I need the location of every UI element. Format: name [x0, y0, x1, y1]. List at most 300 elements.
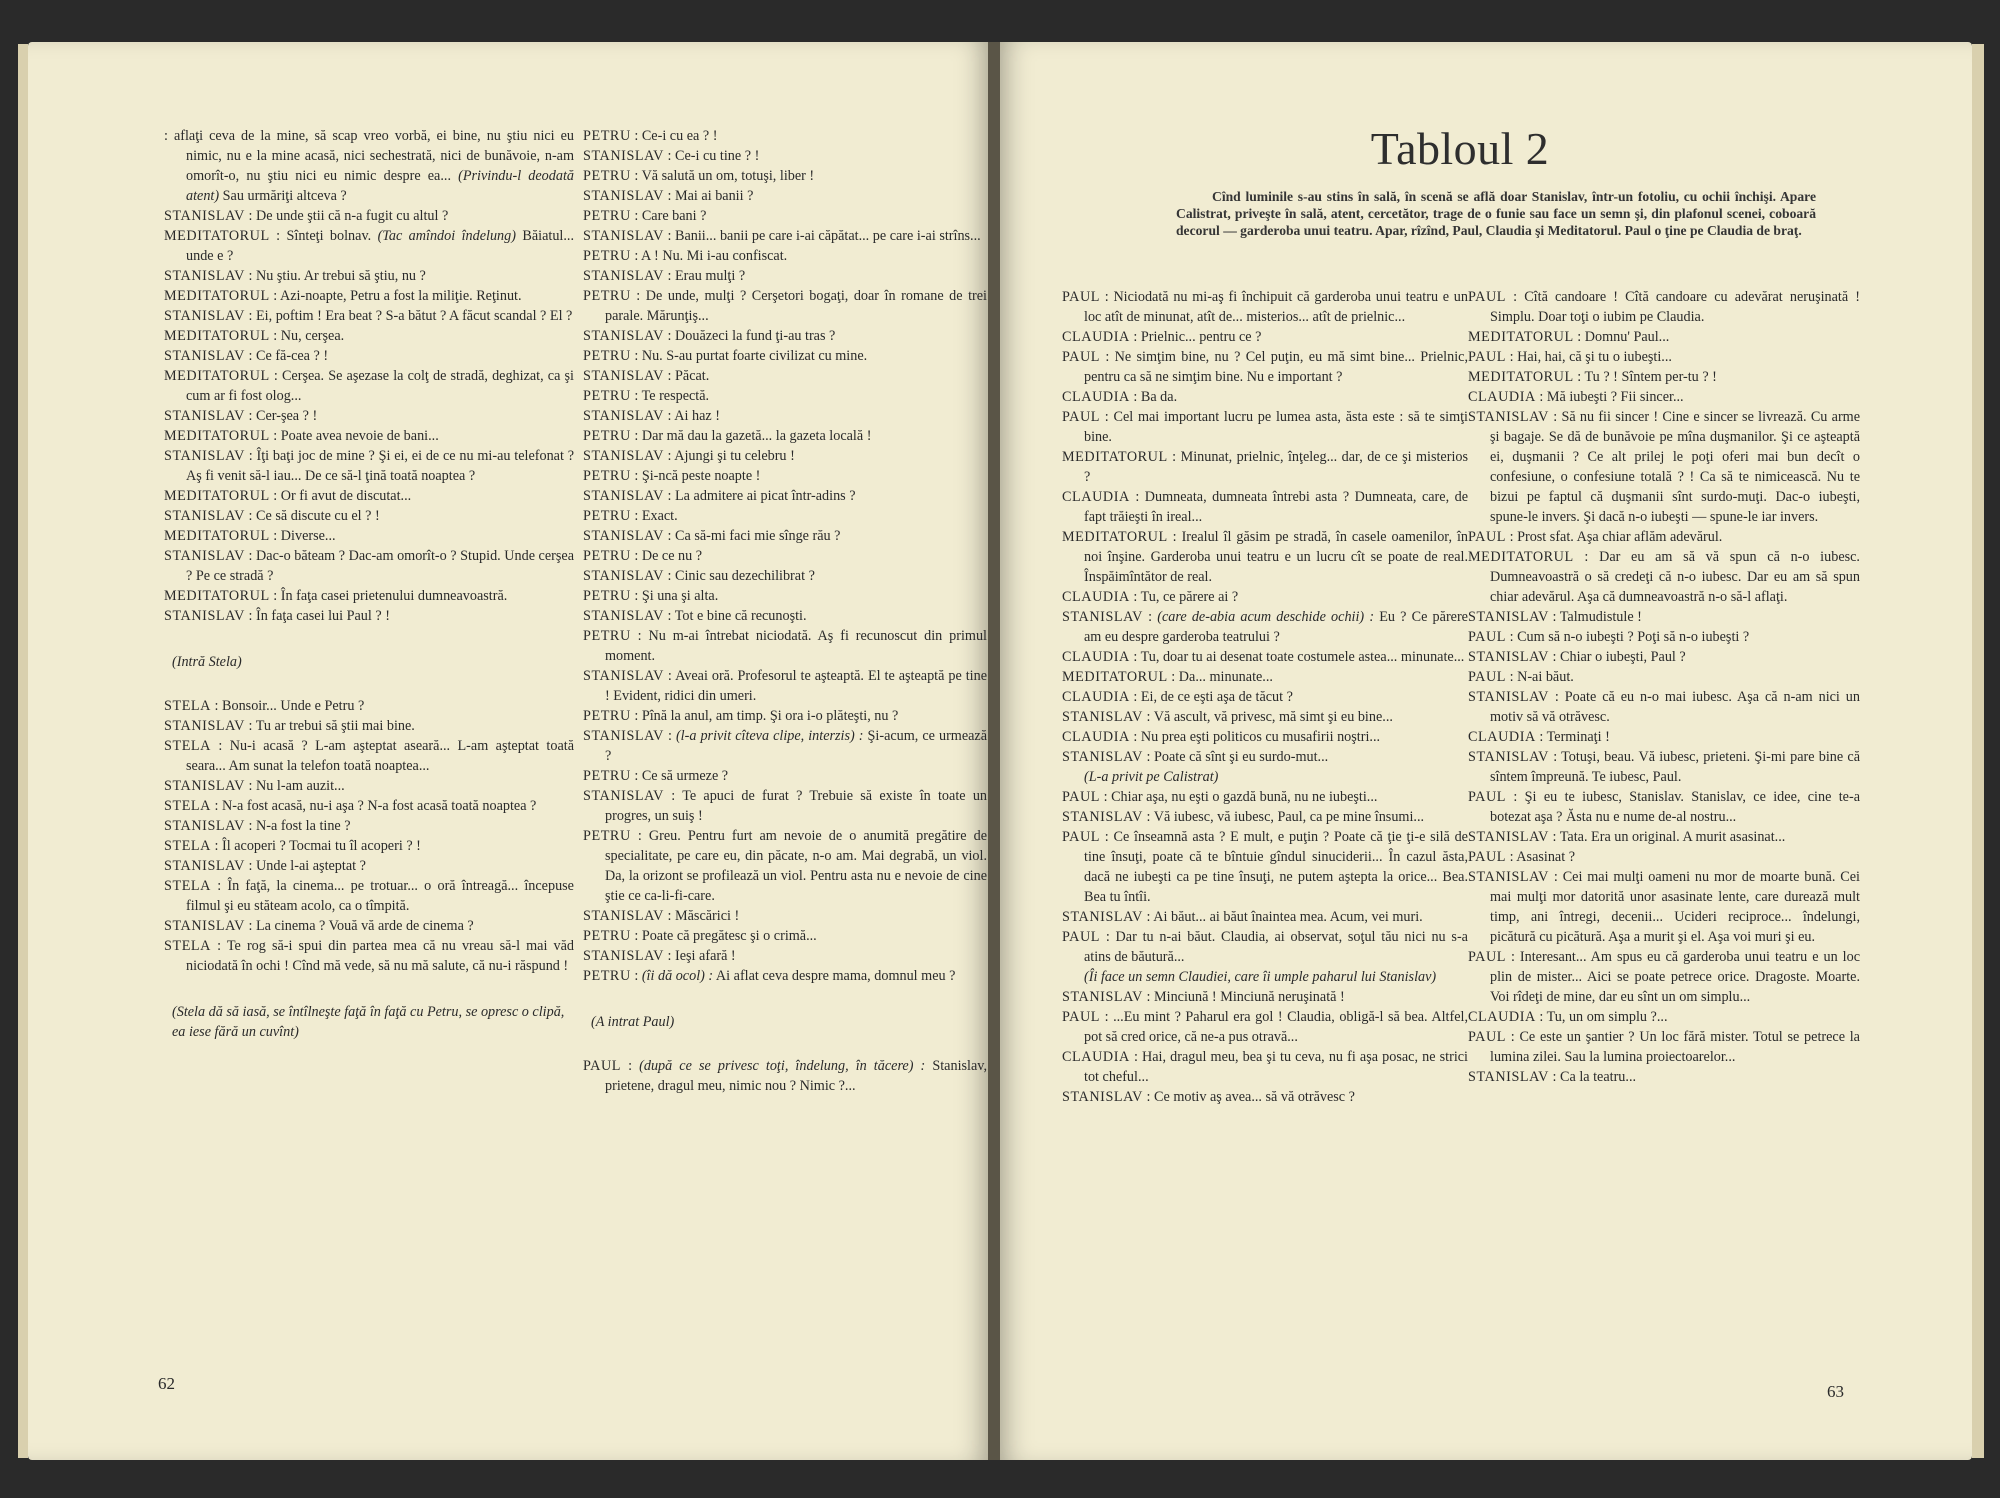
dialogue-text: Băiatul... unde e ? [186, 228, 574, 264]
left-page [28, 42, 988, 1460]
speaker-name: PAUL [1062, 1009, 1101, 1025]
dialogue-line: MEDITATORUL : Irealul îl găsim pe stradă, în casele oamenilor, în noi înşine. Garderoba unui teatru e un lucru cît se poate de real. Înspăimîntător de real. [1062, 529, 1468, 585]
speaker-name: PAUL [583, 1058, 622, 1074]
dialogue-text: Dar mă dau la gazetă... la gazeta locală ! [641, 428, 872, 444]
speaker-name: STANISLAV [1062, 749, 1143, 765]
speaker-name: CLAUDIA [1062, 729, 1130, 745]
speaker-name: PETRU [583, 428, 631, 444]
speaker-name: STANISLAV [164, 818, 245, 834]
dialogue-text: Tu, un om simplu ?... [1546, 1009, 1668, 1025]
speaker-name: CLAUDIA [1062, 689, 1130, 705]
speaker-name: MEDITATORUL [164, 588, 270, 604]
dialogue-text: Ai băut... ai băut înaintea mea. Acum, vei muri. [1153, 909, 1423, 925]
dialogue-line: MEDITATORUL : Or fi avut de discutat... [164, 488, 412, 504]
speaker-name: STANISLAV [583, 228, 664, 244]
dialogue-text: Tu ar trebui să ştii mai bine. [255, 718, 415, 734]
dialogue-line: PAUL : ...Eu mint ? Paharul era gol ! Claudia, obligă-l să bea. Altfel, pot să cred orice, că ne-a pus otravă... [1062, 1009, 1468, 1045]
dialogue-line: PETRU : De ce nu ? [583, 548, 703, 564]
dialogue-text: Erau mulţi ? [675, 268, 746, 284]
speaker-name: STELA [164, 878, 211, 894]
speaker-name: STANISLAV [583, 148, 664, 164]
dialogue-line: STANISLAV : Unde l-ai aşteptat ? [164, 858, 366, 874]
dialogue-line: STANISLAV : N-a fost la tine ? [164, 818, 351, 834]
speaker-name: STANISLAV [1468, 1069, 1549, 1085]
speaker-name: PETRU [583, 348, 631, 364]
dialogue-line: STANISLAV : Poate că eu n-o mai iubesc. Aşa că n-am nici un motiv să vă otrăvesc. [1468, 689, 1860, 725]
speaker-name: STANISLAV [164, 408, 245, 424]
speaker-name: MEDITATORUL [1468, 369, 1574, 385]
speaker-name: STANISLAV [1468, 829, 1549, 845]
dialogue-line: STANISLAV : Ieşi afară ! [583, 948, 736, 964]
dialogue-line: STANISLAV : Ai haz ! [583, 408, 720, 424]
dialogue-line: CLAUDIA : Mă iubeşti ? Fii sincer... [1468, 389, 1684, 405]
dialogue-text: Cîtă candoare ! Cîtă candoare cu adevărat neruşinată ! Simplu. Doar toţi o iubim pe Claudia. [1490, 289, 1861, 325]
inline-stage-direction: (Privindu-l deodată atent) [186, 168, 574, 204]
dialogue-text: Chiar o iubeşti, Paul ? [1560, 649, 1686, 665]
dialogue-line: PAUL : (după ce se privesc toţi, îndelung, în tăcere) : Stanislav, prietene, dragul meu, nimic nou ? Nimic ?... [583, 1058, 987, 1094]
dialogue-text: Vă iubesc, vă iubesc, Paul, ca pe mine însumi... [1153, 809, 1425, 825]
speaker-name: STANISLAV [1468, 689, 1549, 705]
dialogue-text: Ce fă-cea ? ! [256, 348, 329, 364]
dialogue-line: MEDITATORUL : Minunat, prielnic, înţeleg... dar, de ce şi misterios ? [1062, 449, 1468, 485]
dialogue-line: MEDITATORUL : Tu ? ! Sîntem per-tu ? ! [1468, 369, 1717, 385]
speaker-name: STANISLAV [164, 548, 245, 564]
dialogue-text: Nu, cerşea. [280, 328, 345, 344]
dialogue-text: În faţă, la cinema... pe trotuar... o oră întreagă... începuse filmul şi eu stăteam acolo, ca o tîmpită. [186, 878, 574, 914]
speaker-name: STANISLAV [583, 368, 664, 384]
speaker-name: PETRU [583, 388, 631, 404]
speaker-name: STELA [164, 738, 211, 754]
dialogue-line: STANISLAV : Te apuci de furat ? Trebuie să existe în toate un progres, un suiş ! [583, 788, 988, 824]
dialogue-line: PAUL : Niciodată nu mi-aş fi închipuit că garderoba unui teatru e un loc atît de minunat, atît de... misterios... atît de prielnic... [1062, 289, 1468, 325]
dialogue-text: Totuşi, beau. Vă iubesc, prieteni. Şi-mi pare bine că sîntem împreună. Te iubesc, Paul. [1490, 749, 1860, 785]
dialogue-text: Asasinat ? [1516, 849, 1576, 865]
speaker-name: STANISLAV [1468, 409, 1549, 425]
dialogue-line: STANISLAV : (care de-abia acum deschide ochii) : Eu ? Ce părere am eu despre garderoba teatrului ? [1062, 609, 1468, 645]
dialogue-line: STANISLAV : Ajungi şi tu celebru ! [583, 448, 795, 464]
dialogue-text: În faţa casei lui Paul ? ! [256, 608, 390, 624]
dialogue-line: CLAUDIA : Tu, un om simplu ?... [1468, 1009, 1668, 1025]
speaker-name: STANISLAV [583, 408, 664, 424]
dialogue-line: STANISLAV : Totuşi, beau. Vă iubesc, prieteni. Şi-mi pare bine că sîntem împreună. Te iubesc, Paul. [1468, 749, 1860, 785]
right-page [1000, 42, 1972, 1460]
dialogue-text: La cinema ? Vouă vă arde de cinema ? [256, 918, 474, 934]
dialogue-line: MEDITATORUL : În faţa casei prietenului dumneavoastră. [164, 588, 508, 604]
dialogue-line: STANISLAV : Vă iubesc, vă iubesc, Paul, ca pe mine însumi... [1062, 809, 1425, 825]
dialogue-text: Ai haz ! [674, 408, 720, 424]
dialogue-line: STANISLAV : Tata. Era un original. A murit asasinat... [1468, 829, 1786, 845]
dialogue-text: Ce motiv aş avea... să vă otrăvesc ? [1154, 1089, 1355, 1105]
speaker-name: STANISLAV [1062, 909, 1143, 925]
dialogue-line: STELA : Nu-i acasă ? L-am aşteptat aseară... L-am aşteptat toată seara... Am sunat la telefon toată noaptea... [164, 738, 574, 774]
dialogue-text: Păcat. [675, 368, 710, 384]
speaker-name: PAUL [1062, 829, 1101, 845]
dialogue-line: STANISLAV : Vă ascult, vă privesc, mă simt şi eu bine... [1062, 709, 1393, 725]
inline-stage-direction: (Îi face un semn Claudiei, care îi umple paharul lui Stanislav) [1084, 969, 1437, 985]
speaker-name: PAUL [1468, 349, 1507, 365]
speaker-name: STANISLAV [164, 208, 245, 224]
speaker-name: STANISLAV [164, 608, 245, 624]
dialogue-line: STANISLAV : Banii... banii pe care i-ai căpătat... pe care i-ai strîns... [583, 228, 981, 244]
dialogue-line: PAUL : Prost sfat. Aşa chiar aflăm adevărul. [1468, 529, 1723, 545]
dialogue-line: STANISLAV : Nu l-am auzit... [164, 778, 345, 794]
dialogue-text: Talmudistule ! [1559, 609, 1642, 625]
speaker-name: MEDITATORUL [164, 368, 270, 384]
dialogue-text: Dumneata, dumneata întrebi asta ? Dumneata, care, de fapt trăieşti în ireal... [1084, 489, 1468, 525]
speaker-name: STANISLAV [164, 348, 245, 364]
dialogue-line: STANISLAV : Ce să discute cu el ? ! [164, 508, 380, 524]
dialogue-line: STANISLAV : Ce motiv aş avea... să vă otrăvesc ? [1062, 1089, 1355, 1105]
dialogue-line: PAUL : Dar tu n-ai băut. Claudia, ai observat, soţul tău nici nu s-a atins de băutură... [1062, 929, 1468, 965]
dialogue-text: Ce înseamnă asta ? E mult, e puţin ? Poate că ţie ţi-e silă de tine însuţi, poate că te bîntuie gîndul sinuciderii... În cazul ăsta, dacă ne iubeşti ca pe tine însuţi, ne putem aştepta la orice... Bea. Bea tu întîi. [1084, 829, 1468, 905]
speaker-name: PETRU [583, 768, 631, 784]
speaker-name: CLAUDIA [1062, 489, 1130, 505]
inline-stage-direction: (care de-abia acum deschide ochii) : [1157, 609, 1375, 625]
dialogue-line: : aflaţi ceva de la mine, să scap vreo vorbă, ei bine, nu ştiu nici eu nimic, nu e la mine acasă, nici sechestrată, nici de bunăvoie, n-am omorît-o, nu ştiu nici eu nimic despre ea... (Privindu-l deodată atent) Sau urmăriţi altceva ? [164, 128, 574, 204]
speaker-name: PETRU [583, 468, 631, 484]
dialogue-text: Nu-i acasă ? L-am aşteptat aseară... L-am aşteptat toată seara... Am sunat la telefon toată noaptea... [186, 738, 574, 774]
stage-direction: (Stela dă să iasă, se întîlneşte faţă în faţă cu Petru, se opresc o clipă, ea iese fără un cuvînt) [172, 1004, 565, 1040]
dialogue-line: STANISLAV : La cinema ? Vouă vă arde de cinema ? [164, 918, 474, 934]
dialogue-text: N-a fost acasă, nu-i aşa ? N-a fost acasă toată noaptea ? [222, 798, 537, 814]
dialogue-text: Aveai oră. Profesorul te aşteaptă. El te aşteaptă pe tine ! Evident, ridici din umeri. [605, 668, 987, 704]
dialogue-text: Ajungi şi tu celebru ! [674, 448, 795, 464]
dialogue-line: STELA : Îl acoperi ? Tocmai tu îl acoperi ? ! [164, 838, 421, 854]
dialogue-line: PAUL : Asasinat ? [1468, 849, 1576, 865]
dialogue-line: MEDITATORUL : Diverse... [164, 528, 336, 544]
speaker-name: STANISLAV [1062, 989, 1143, 1005]
dialogue-text: Nu prea eşti politicos cu musafirii noştri... [1140, 729, 1381, 745]
dialogue-line: PAUL : Ce este un şantier ? Un loc fără mister. Totul se petrece la lumina zilei. Sau la lumina proiectoarelor... [1468, 1029, 1860, 1065]
dialogue-line: MEDITATORUL : Domnu' Paul... [1468, 329, 1670, 345]
dialogue-line: PETRU : (îi dă ocol) : Ai aflat ceva despre mama, domnul meu ? [583, 968, 956, 984]
dialogue-text: Ca la teatru... [1560, 1069, 1637, 1085]
dialogue-line: PAUL : Cum să n-o iubeşti ? Poţi să n-o iubeşti ? [1468, 629, 1750, 645]
dialogue-text: Ei, de ce eşti aşa de tăcut ? [1140, 689, 1293, 705]
speaker-name: STANISLAV [1468, 649, 1549, 665]
speaker-name: STANISLAV [583, 268, 664, 284]
speaker-name: STELA [164, 698, 211, 714]
book-edge-left [18, 44, 28, 1458]
dialogue-text: ...Eu mint ? Paharul era gol ! Claudia, obligă-l să bea. Altfel, pot să cred orice, că ne-a pus otravă... [1084, 1009, 1468, 1045]
speaker-name: STANISLAV [583, 488, 664, 504]
speaker-name: STANISLAV [164, 858, 245, 874]
dialogue-text: Terminaţi ! [1546, 729, 1610, 745]
dialogue-line: STANISLAV : De unde ştii că n-a fugit cu altul ? [164, 208, 449, 224]
dialogue-text: Dar eu am să vă spun că n-o iubesc. Dumneavoastră o să credeţi că n-o iubesc. Dar eu am să spun chiar adevărul. Aşa că dumneavoastră n-o să-l aflaţi. [1490, 549, 1860, 605]
speaker-name: STANISLAV [583, 948, 664, 964]
dialogue-text: Măscărici ! [675, 908, 740, 924]
speaker-name: PETRU [583, 128, 631, 144]
dialogue-text: Nu m-ai întrebat niciodată. Aş fi recunoscut din primul moment. [605, 628, 987, 664]
dialogue-text: Ce-i cu tine ? ! [675, 148, 760, 164]
speaker-name: PAUL [1468, 849, 1507, 865]
speaker-name: MEDITATORUL [164, 228, 270, 244]
speaker-name: PETRU [583, 208, 631, 224]
dialogue-line: PETRU : Poate că pregătesc şi o crimă... [583, 928, 817, 944]
dialogue-text: Îţi baţi joc de mine ? Şi ei, ei de ce nu mi-au telefonat ? Aş fi venit să-l iau... De ce să-l ţină toată noaptea ? [186, 448, 574, 484]
dialogue-line: CLAUDIA : Tu, doar tu ai desenat toate costumele astea... minunate... [1062, 649, 1465, 665]
dialogue-line: PETRU : Şi-ncă peste noapte ! [583, 468, 761, 484]
dialogue-text: Unde l-ai aşteptat ? [256, 858, 366, 874]
dialogue-line: MEDITATORUL : Sînteţi bolnav. (Tac amîndoi îndelung) Băiatul... unde e ? [164, 228, 574, 264]
speaker-name: PAUL [1062, 789, 1101, 805]
dialogue-text: Ne simţim bine, nu ? Cel puţin, eu mă simt bine... Prielnic, pentru ca să ne simţim bine. Nu e important ? [1084, 349, 1468, 385]
dialogue-text: Cinic sau dezechilibrat ? [675, 568, 815, 584]
speaker-name: STANISLAV [583, 728, 664, 744]
dialogue-text: Cel mai important lucru pe lumea asta, ăsta este : să te simţi bine. [1084, 409, 1468, 445]
speaker-name: STANISLAV [164, 778, 245, 794]
speaker-name: MEDITATORUL [164, 528, 270, 544]
dialogue-line: STANISLAV : În faţa casei lui Paul ? ! [164, 608, 390, 624]
dialogue-text: Care bani ? [641, 208, 707, 224]
dialogue-line: PAUL : Interesant... Am spus eu că garderoba unui teatru e un loc plin de mister... Aici se poate petrece orice. Dragoste. Moarte. Voi rîdeţi de mine, dar eu sînt un om simplu... [1468, 949, 1860, 1005]
page-number-right: 63 [1827, 1382, 1844, 1401]
dialogue-text: Interesant... Am spus eu că garderoba unui teatru e un loc plin de mister... Aici se poate petrece orice. Dragoste. Moarte. Voi rîdeţi de mine, dar eu sînt un om simplu... [1490, 949, 1860, 1005]
dialogue-text: N-ai băut. [1517, 669, 1574, 685]
dialogue-text: De ce nu ? [641, 548, 703, 564]
speaker-name: MEDITATORUL [164, 488, 270, 504]
speaker-name: PETRU [583, 168, 631, 184]
dialogue-text: Prost sfat. Aşa chiar aflăm adevărul. [1517, 529, 1723, 545]
dialogue-line: STANISLAV : Ca să-mi faci mie sînge rău ? [583, 528, 841, 544]
dialogue-text: Nu. S-au purtat foarte civilizat cu mine. [641, 348, 868, 364]
speaker-name: PETRU [583, 288, 631, 304]
dialogue-line: PETRU : Te respectă. [583, 388, 710, 404]
speaker-name: CLAUDIA [1062, 1049, 1130, 1065]
dialogue-line: STANISLAV : Măscărici ! [583, 908, 740, 924]
dialogue-text: Nu l-am auzit... [256, 778, 345, 794]
speaker-name: STANISLAV [1062, 709, 1143, 725]
dialogue-text: Ca să-mi faci mie sînge rău ? [675, 528, 841, 544]
dialogue-line: STANISLAV : Tu ar trebui să ştii mai bine. [164, 718, 415, 734]
scene-intro-stage-direction: Cînd luminile s-au stins în sală, în scenă se află doar Stanislav, într-un fotoliu, cu ochii închişi. Apare Calistrat, priveşte în sală, atent, cercetător, trage de o funie sau face un semn şi, din plafonul scenei, coboară decorul — garderoba unui teatru. Apar, rîzînd, Paul, Claudia şi Meditatorul. Paul o ţine pe Claudia de braţ. [1176, 189, 1816, 238]
dialogue-line: CLAUDIA : Hai, dragul meu, bea şi tu ceva, nu fi aşa posac, ne strici tot cheful... [1062, 1049, 1468, 1085]
left-page-column-2 [583, 126, 987, 1096]
speaker-name: PETRU [583, 248, 631, 264]
dialogue-line: STANISLAV : Păcat. [583, 368, 710, 384]
dialogue-text: De unde, mulţi ? Cerşetori bogaţi, doar în romane de trei parale. Mărunţiş... [605, 288, 987, 324]
dialogue-text: Dar tu n-ai băut. Claudia, ai observat, soţul tău nici nu s-a atins de băutură... [1084, 929, 1468, 965]
dialogue-line: STANISLAV : Cinic sau dezechilibrat ? [583, 568, 815, 584]
dialogue-text: Ce să discute cu el ? ! [256, 508, 380, 524]
dialogue-text: Diverse... [280, 528, 336, 544]
dialogue-line: STANISLAV : Erau mulţi ? [583, 268, 746, 284]
dialogue-text: Hai, hai, că şi tu o iubeşti... [1517, 349, 1672, 365]
page-number-left: 62 [158, 1374, 175, 1393]
speaker-name: STELA [164, 938, 211, 954]
dialogue-line: STANISLAV : Tot e bine că recunoşti. [583, 608, 807, 624]
dialogue-text: Mă iubeşti ? Fii sincer... [1546, 389, 1684, 405]
dialogue-text: Douăzeci la fund ţi-au tras ? [675, 328, 836, 344]
speaker-name: PAUL [1062, 289, 1101, 305]
dialogue-text: Ce să urmeze ? [641, 768, 729, 784]
dialogue-text: aflaţi ceva de la mine, să scap vreo vorbă, ei bine, nu ştiu nici eu nimic, nu e la mine acasă, nici sechestrată, nici de bunăvoie, n-am omorît-o, nu ştiu nici eu nimic despre ea... [173, 128, 574, 184]
right-page-column-1 [1062, 287, 1468, 1107]
dialogue-line: PETRU : Vă salută un om, totuşi, liber ! [583, 168, 815, 184]
dialogue-text: Şi-acum, ce urmează ? [605, 728, 988, 764]
dialogue-text: Cer-şea ? ! [256, 408, 318, 424]
dialogue-text: Ba da. [1140, 389, 1178, 405]
speaker-name: CLAUDIA [1062, 389, 1130, 405]
dialogue-text: Şi eu te iubesc, Stanislav. Stanislav, ce idee, cine te-a botezat aşa ? Ăsta nu e nume de-al nostru... [1490, 789, 1860, 825]
dialogue-line: PAUL : Ce înseamnă asta ? E mult, e puţin ? Poate că ţie ţi-e silă de tine însuţi, poate că te bîntuie gîndul sinuciderii... În cazul ăsta, dacă ne iubeşti ca pe tine însuţi, ne putem aştepta la orice... Bea. Bea tu întîi. [1062, 829, 1468, 905]
dialogue-text: Tata. Era un original. A murit asasinat... [1559, 829, 1786, 845]
speaker-name: STANISLAV [164, 308, 245, 324]
dialogue-line: MEDITATORUL : Nu, cerşea. [164, 328, 345, 344]
dialogue-text: Să nu fii sincer ! Cine e sincer se livrează. Cu arme şi bagaje. Se dă de bunăvoie pe mîna duşmanilor. Şi ce aşteaptă ei, duşmanii ? Ce alt prilej le poţi oferi mai bun decît o confesiune, o confesiune totală ? ! Ca să te nimicească. Nu te bizui pe faptul că duşmanii sînt surdo-muţi. Dac-o iubeşti, spune-le invers. Şi dacă n-o iubeşti — spune-le iar invers. [1490, 409, 1860, 525]
speaker-name: PETRU [583, 968, 631, 984]
speaker-name: STANISLAV [583, 788, 664, 804]
dialogue-text: Sau urmăriţi altceva ? [222, 188, 347, 204]
right-page-column-2 [1468, 287, 1860, 1087]
dialogue-text: În faţa casei prietenului dumneavoastră. [280, 588, 508, 604]
dialogue-text: Îl acoperi ? Tocmai tu îl acoperi ? ! [222, 838, 421, 854]
dialogue-line: PAUL : Cîtă candoare ! Cîtă candoare cu adevărat neruşinată ! Simplu. Doar toţi o iubim pe Claudia. [1468, 289, 1861, 325]
speaker-name: MEDITATORUL [164, 288, 270, 304]
dialogue-line: MEDITATORUL : Da... minunate... [1062, 669, 1273, 685]
speaker-name: STANISLAV [1062, 609, 1143, 625]
dialogue-line: STELA : Te rog să-i spui din partea mea că nu vreau să-l mai văd niciodată în ochi ! Cînd mă vede, să nu mă salute, că nu-i răspund ! [164, 938, 575, 974]
dialogue-line: PETRU : A ! Nu. Mi i-au confiscat. [583, 248, 788, 264]
speaker-name: PETRU [583, 548, 631, 564]
speaker-name: STELA [164, 798, 211, 814]
book-edge-right [1972, 44, 1984, 1458]
speaker-name: STANISLAV [164, 448, 245, 464]
speaker-name: STANISLAV [583, 188, 664, 204]
dialogue-line: PETRU : Nu. S-au purtat foarte civilizat cu mine. [583, 348, 868, 364]
dialogue-line: STANISLAV : Ei, poftim ! Era beat ? S-a bătut ? A făcut scandal ? El ? [164, 308, 573, 324]
speaker-name: STELA [164, 838, 211, 854]
dialogue-text: Domnu' Paul... [1584, 329, 1670, 345]
dialogue-line: PETRU : De unde, mulţi ? Cerşetori bogaţi, doar în romane de trei parale. Mărunţiş... [583, 288, 987, 324]
dialogue-line: PETRU : Care bani ? [583, 208, 707, 224]
dialogue-text: Vă salută un om, totuşi, liber ! [641, 168, 815, 184]
dialogue-text: Sînteţi bolnav. [286, 228, 372, 244]
dialogue-line: STANISLAV : Ca la teatru... [1468, 1069, 1637, 1085]
dialogue-line: STANISLAV : Îţi baţi joc de mine ? Şi ei, ei de ce nu mi-au telefonat ? Aş fi venit să-l iau... De ce să-l ţină toată noaptea ? [164, 448, 574, 484]
dialogue-text: Poate că pregătesc şi o crimă... [641, 928, 817, 944]
speaker-name: STANISLAV [164, 918, 245, 934]
speaker-name: STANISLAV [583, 528, 664, 544]
dialogue-text: Minciună ! Minciună neruşinată ! [1154, 989, 1345, 1005]
speaker-name: STANISLAV [583, 608, 664, 624]
dialogue-line: CLAUDIA : Prielnic... pentru ce ? [1062, 329, 1262, 345]
dialogue-line: MEDITATORUL : Poate avea nevoie de bani... [164, 428, 439, 444]
dialogue-text: Greu. Pentru furt am nevoie de o anumită pregătire de specialitate, pe care eu, din păcate, n-o am. Mai degrabă, un viol. Da, la orizont se profilează un viol. Pentru asta nu e nevoie de cine ştie ce ca-li-fi-care. [605, 828, 987, 904]
speaker-name: PAUL [1468, 629, 1507, 645]
dialogue-text: Cum să n-o iubeşti ? Poţi să n-o iubeşti ? [1517, 629, 1750, 645]
dialogue-text: Tu, ce părere ai ? [1140, 589, 1239, 605]
book-gutter [988, 42, 1000, 1460]
speaker-name: CLAUDIA [1062, 649, 1130, 665]
dialogue-line: PETRU : Dar mă dau la gazetă... la gazeta locală ! [583, 428, 872, 444]
dialogue-text: Nu ştiu. Ar trebui să ştiu, nu ? [256, 268, 426, 284]
dialogue-line: CLAUDIA : Terminaţi ! [1468, 729, 1610, 745]
speaker-name: PAUL [1468, 669, 1507, 685]
stage-direction: (Intră Stela) [172, 654, 242, 670]
dialogue-line: CLAUDIA : Ba da. [1062, 389, 1178, 405]
dialogue-line: STANISLAV : (l-a privit cîteva clipe, interzis) : Şi-acum, ce urmează ? [583, 728, 988, 764]
dialogue-text: Vă ascult, vă privesc, mă simt şi eu bine... [1153, 709, 1393, 725]
dialogue-line: PAUL : Hai, hai, că şi tu o iubeşti... [1468, 349, 1672, 365]
dialogue-line: STANISLAV : Nu ştiu. Ar trebui să ştiu, nu ? [164, 268, 426, 284]
dialogue-text: Te rog să-i spui din partea mea că nu vreau să-l mai văd niciodată în ochi ! Cînd mă vede, să nu mă salute, că nu-i răspund ! [186, 938, 575, 974]
dialogue-text: Te apuci de furat ? Trebuie să existe în toate un progres, un suiş ! [605, 788, 988, 824]
inline-stage-direction: (îi dă ocol) : [641, 968, 714, 984]
dialogue-text: Tot e bine că recunoşti. [674, 608, 807, 624]
dialogue-line: PETRU : Ce să urmeze ? [583, 768, 729, 784]
dialogue-text: Tu ? ! Sîntem per-tu ? ! [1584, 369, 1717, 385]
dialogue-text: Minunat, prielnic, înţeleg... dar, de ce şi misterios ? [1084, 449, 1468, 485]
speaker-name: PAUL [1468, 949, 1507, 965]
dialogue-line: STANISLAV : Ce fă-cea ? ! [164, 348, 329, 364]
speaker-name: PAUL [1062, 929, 1101, 945]
speaker-name: STANISLAV [1062, 1089, 1143, 1105]
dialogue-line: PAUL : Chiar aşa, nu eşti o gazdă bună, nu ne iubeşti... [1062, 789, 1378, 805]
speaker-name: PETRU [583, 588, 631, 604]
dialogue-text: Prielnic... pentru ce ? [1140, 329, 1262, 345]
dialogue-line: PETRU : Greu. Pentru furt am nevoie de o anumită pregătire de specialitate, pe care eu, din păcate, n-o am. Mai degrabă, un viol. Da, la orizont se profilează un viol. Pentru asta nu e nevoie de cine ştie ce ca-li-fi-care. [583, 828, 987, 904]
dialogue-line: STANISLAV : Aveai oră. Profesorul te aşteaptă. El te aşteaptă pe tine ! Evident, ridici din umeri. [583, 668, 987, 704]
speaker-name: PAUL [1468, 529, 1507, 545]
dialogue-text: Ieşi afară ! [675, 948, 736, 964]
speaker-name: CLAUDIA [1468, 1009, 1536, 1025]
dialogue-line: STELA : În faţă, la cinema... pe trotuar... o oră întreagă... începuse filmul şi eu stăteam acolo, ca o tîmpită. [164, 878, 574, 914]
speaker-name: MEDITATORUL [1062, 449, 1168, 465]
speaker-name: PETRU [583, 828, 631, 844]
speaker-name: CLAUDIA [1062, 329, 1130, 345]
dialogue-text: Exact. [641, 508, 678, 524]
dialogue-text: Mai ai banii ? [675, 188, 754, 204]
speaker-name: STANISLAV [1468, 749, 1549, 765]
inline-stage-direction: (l-a privit cîteva clipe, interzis) : [675, 728, 864, 744]
dialogue-line: PETRU : Ce-i cu ea ? ! [583, 128, 718, 144]
speaker-name: MEDITATORUL [164, 428, 270, 444]
dialogue-text: A ! Nu. Mi i-au confiscat. [641, 248, 788, 264]
dialogue-line: STELA : Bonsoir... Unde e Petru ? [164, 698, 365, 714]
dialogue-line: PETRU : Exact. [583, 508, 678, 524]
speaker-name: PETRU [583, 708, 631, 724]
dialogue-line: CLAUDIA : Dumneata, dumneata întrebi asta ? Dumneata, care, de fapt trăieşti în ireal... [1062, 489, 1468, 525]
dialogue-line: PAUL : Şi eu te iubesc, Stanislav. Stanislav, ce idee, cine te-a botezat aşa ? Ăsta nu e nume de-al nostru... [1468, 789, 1860, 825]
dialogue-line: CLAUDIA : Nu prea eşti politicos cu musafirii noştri... [1062, 729, 1381, 745]
inline-stage-direction: (L-a privit pe Calistrat) [1084, 769, 1219, 785]
left-page-column-1 [164, 126, 574, 1066]
dialogue-line: MEDITATORUL : Azi-noapte, Petru a fost la miliţie. Reţinut. [164, 288, 522, 304]
speaker-name: CLAUDIA [1468, 389, 1536, 405]
speaker-name: PAUL [1468, 1029, 1507, 1045]
speaker-name: PAUL [1468, 789, 1507, 805]
dialogue-line: STANISLAV : Mai ai banii ? [583, 188, 754, 204]
speaker-name: STANISLAV [583, 908, 664, 924]
dialogue-text: Poate că sînt şi eu surdo-mut... [1154, 749, 1329, 765]
speaker-name: PAUL [1468, 289, 1507, 305]
dialogue-line: CLAUDIA : Tu, ce părere ai ? [1062, 589, 1239, 605]
dialogue-line: PAUL : Ne simţim bine, nu ? Cel puţin, eu mă simt bine... Prielnic, pentru ca să ne simţim bine. Nu e important ? [1062, 349, 1468, 385]
dialogue-text: Poate avea nevoie de bani... [280, 428, 439, 444]
speaker-name: PAUL [1062, 349, 1101, 365]
dialogue-text: Ce-i cu ea ? ! [641, 128, 718, 144]
dialogue-line: STANISLAV : Poate că sînt şi eu surdo-mut... [1062, 749, 1329, 765]
dialogue-text: Dac-o băteam ? Dac-am omorît-o ? Stupid. Unde cerşea ? Pe ce stradă ? [186, 548, 574, 584]
dialogue-line: STANISLAV : Dac-o băteam ? Dac-am omorît-o ? Stupid. Unde cerşea ? Pe ce stradă ? [164, 548, 574, 584]
dialogue-text: Cerşea. Se aşezase la colţ de stradă, deghizat, ca şi cum ar fi fost olog... [186, 368, 574, 404]
speaker-name: PETRU [583, 508, 631, 524]
dialogue-text: Ei, poftim ! Era beat ? S-a bătut ? A făcut scandal ? El ? [256, 308, 573, 324]
dialogue-text: Ai aflat ceva despre mama, domnul meu ? [715, 968, 956, 984]
dialogue-line: STANISLAV : Să nu fii sincer ! Cine e sincer se livrează. Cu arme şi bagaje. Se dă de bunăvoie pe mîna duşmanilor. Şi ce aşteaptă ei, duşmanii ? Ce alt prilej le poţi oferi mai bun decît o confesiune, o confesiune totală ? ! Ca să te nimicească. Nu te bizui pe faptul că duşmanii sînt surdo-muţi. Dac-o iubeşti, spune-le invers. Şi dacă n-o iubeşti — spune-le iar invers. [1468, 409, 1860, 525]
